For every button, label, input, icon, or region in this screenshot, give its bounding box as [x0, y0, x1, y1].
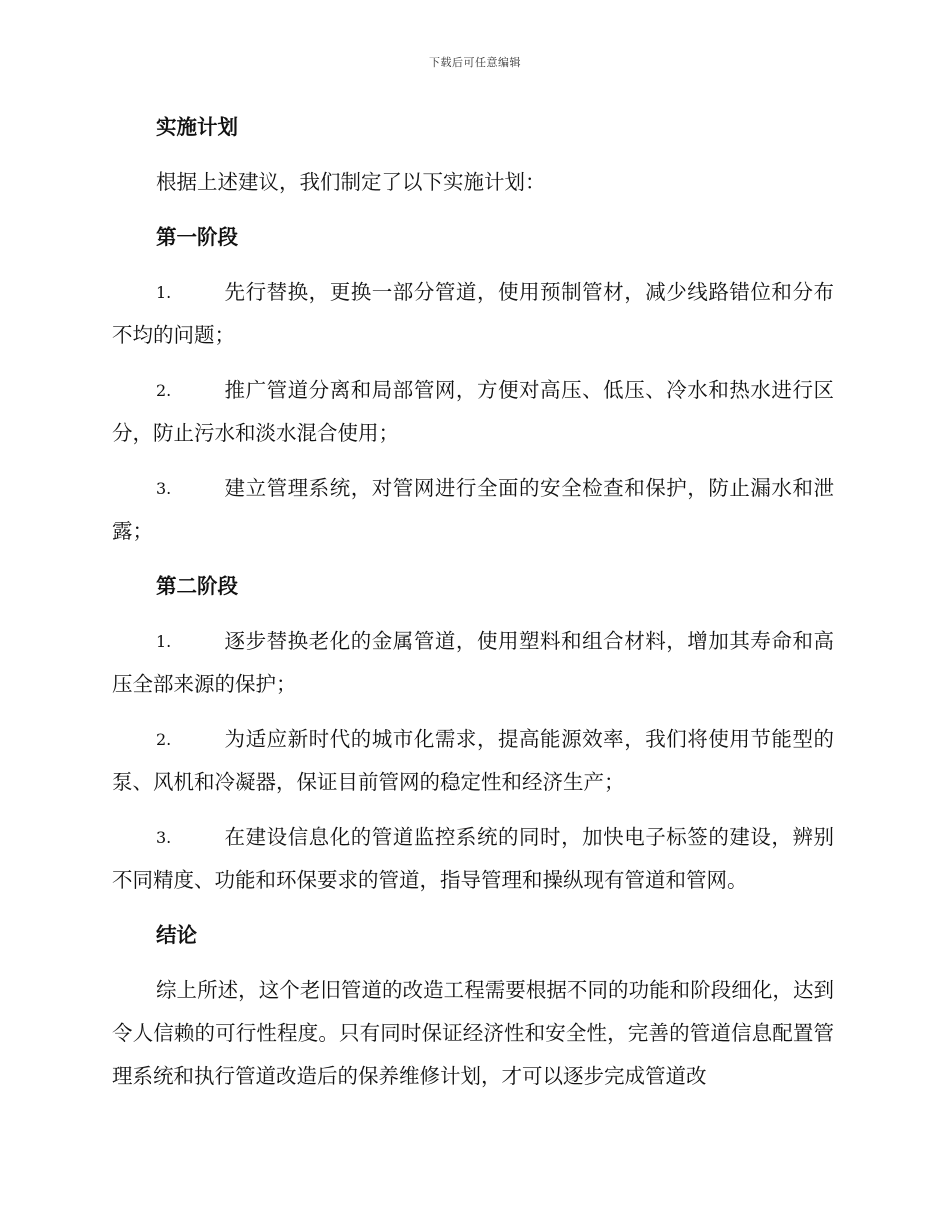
section-heading-phase-2: 第二阶段	[156, 574, 238, 598]
plan-intro-paragraph: 根据上述建议，我们制定了以下实施计划：	[156, 170, 546, 194]
list-item-text: 推广管道分离和局部管网，方便对高压、低压、冷水和热水进行区分，防止污水和淡水混合使用；	[112, 378, 834, 445]
list-item	[112, 816, 834, 902]
list-item-text: 逐步替换老化的金属管道，使用塑料和组合材料，增加其寿命和高压全部来源的保护；	[112, 629, 834, 696]
section-phase-1	[112, 216, 834, 553]
page-header: 下载后可任意编辑	[429, 56, 521, 69]
section-phase-2	[112, 565, 834, 902]
section-heading-plan: 实施计划	[156, 115, 238, 139]
section-plan	[112, 106, 834, 204]
list-item-text: 在建设信息化的管道监控系统的同时，加快电子标签的建设，辨别不同精度、功能和环保要求的管道，指导管理和操纵现有管道和管网。	[112, 825, 834, 892]
list-item-number: 3.	[156, 479, 172, 498]
list-item	[112, 718, 834, 804]
list-item-number: 3.	[156, 828, 172, 847]
section-conclusion	[112, 914, 834, 1098]
list-item-number: 1.	[156, 283, 172, 302]
list-item-number: 2.	[156, 381, 172, 400]
list-item	[112, 467, 834, 553]
list-item-text: 先行替换，更换一部分管道，使用预制管材，减少线路错位和分布不均的问题；	[112, 280, 834, 347]
section-heading-phase-1: 第一阶段	[156, 225, 238, 249]
list-item-number: 1.	[156, 632, 172, 651]
conclusion-paragraph: 综上所述，这个老旧管道的改造工程需要根据不同的功能和阶段细化，达到令人信赖的可行性程度。只有同时保证经济性和安全性，完善的管道信息配置管理系统和执行管道改造后的保养维修计划，才可以逐步完成管道改	[112, 978, 834, 1088]
list-item-number: 2.	[156, 730, 172, 749]
list-item-text: 建立管理系统，对管网进行全面的安全检查和保护，防止漏水和泄露；	[112, 476, 834, 543]
section-heading-conclusion: 结论	[156, 923, 197, 947]
list-item	[112, 369, 834, 455]
list-item-text: 为适应新时代的城市化需求，提高能源效率，我们将使用节能型的泵、风机和冷凝器，保证目前管网的稳定性和经济生产；	[112, 727, 834, 794]
list-item	[112, 271, 834, 357]
document-body	[112, 106, 834, 1110]
list-item	[112, 620, 834, 706]
